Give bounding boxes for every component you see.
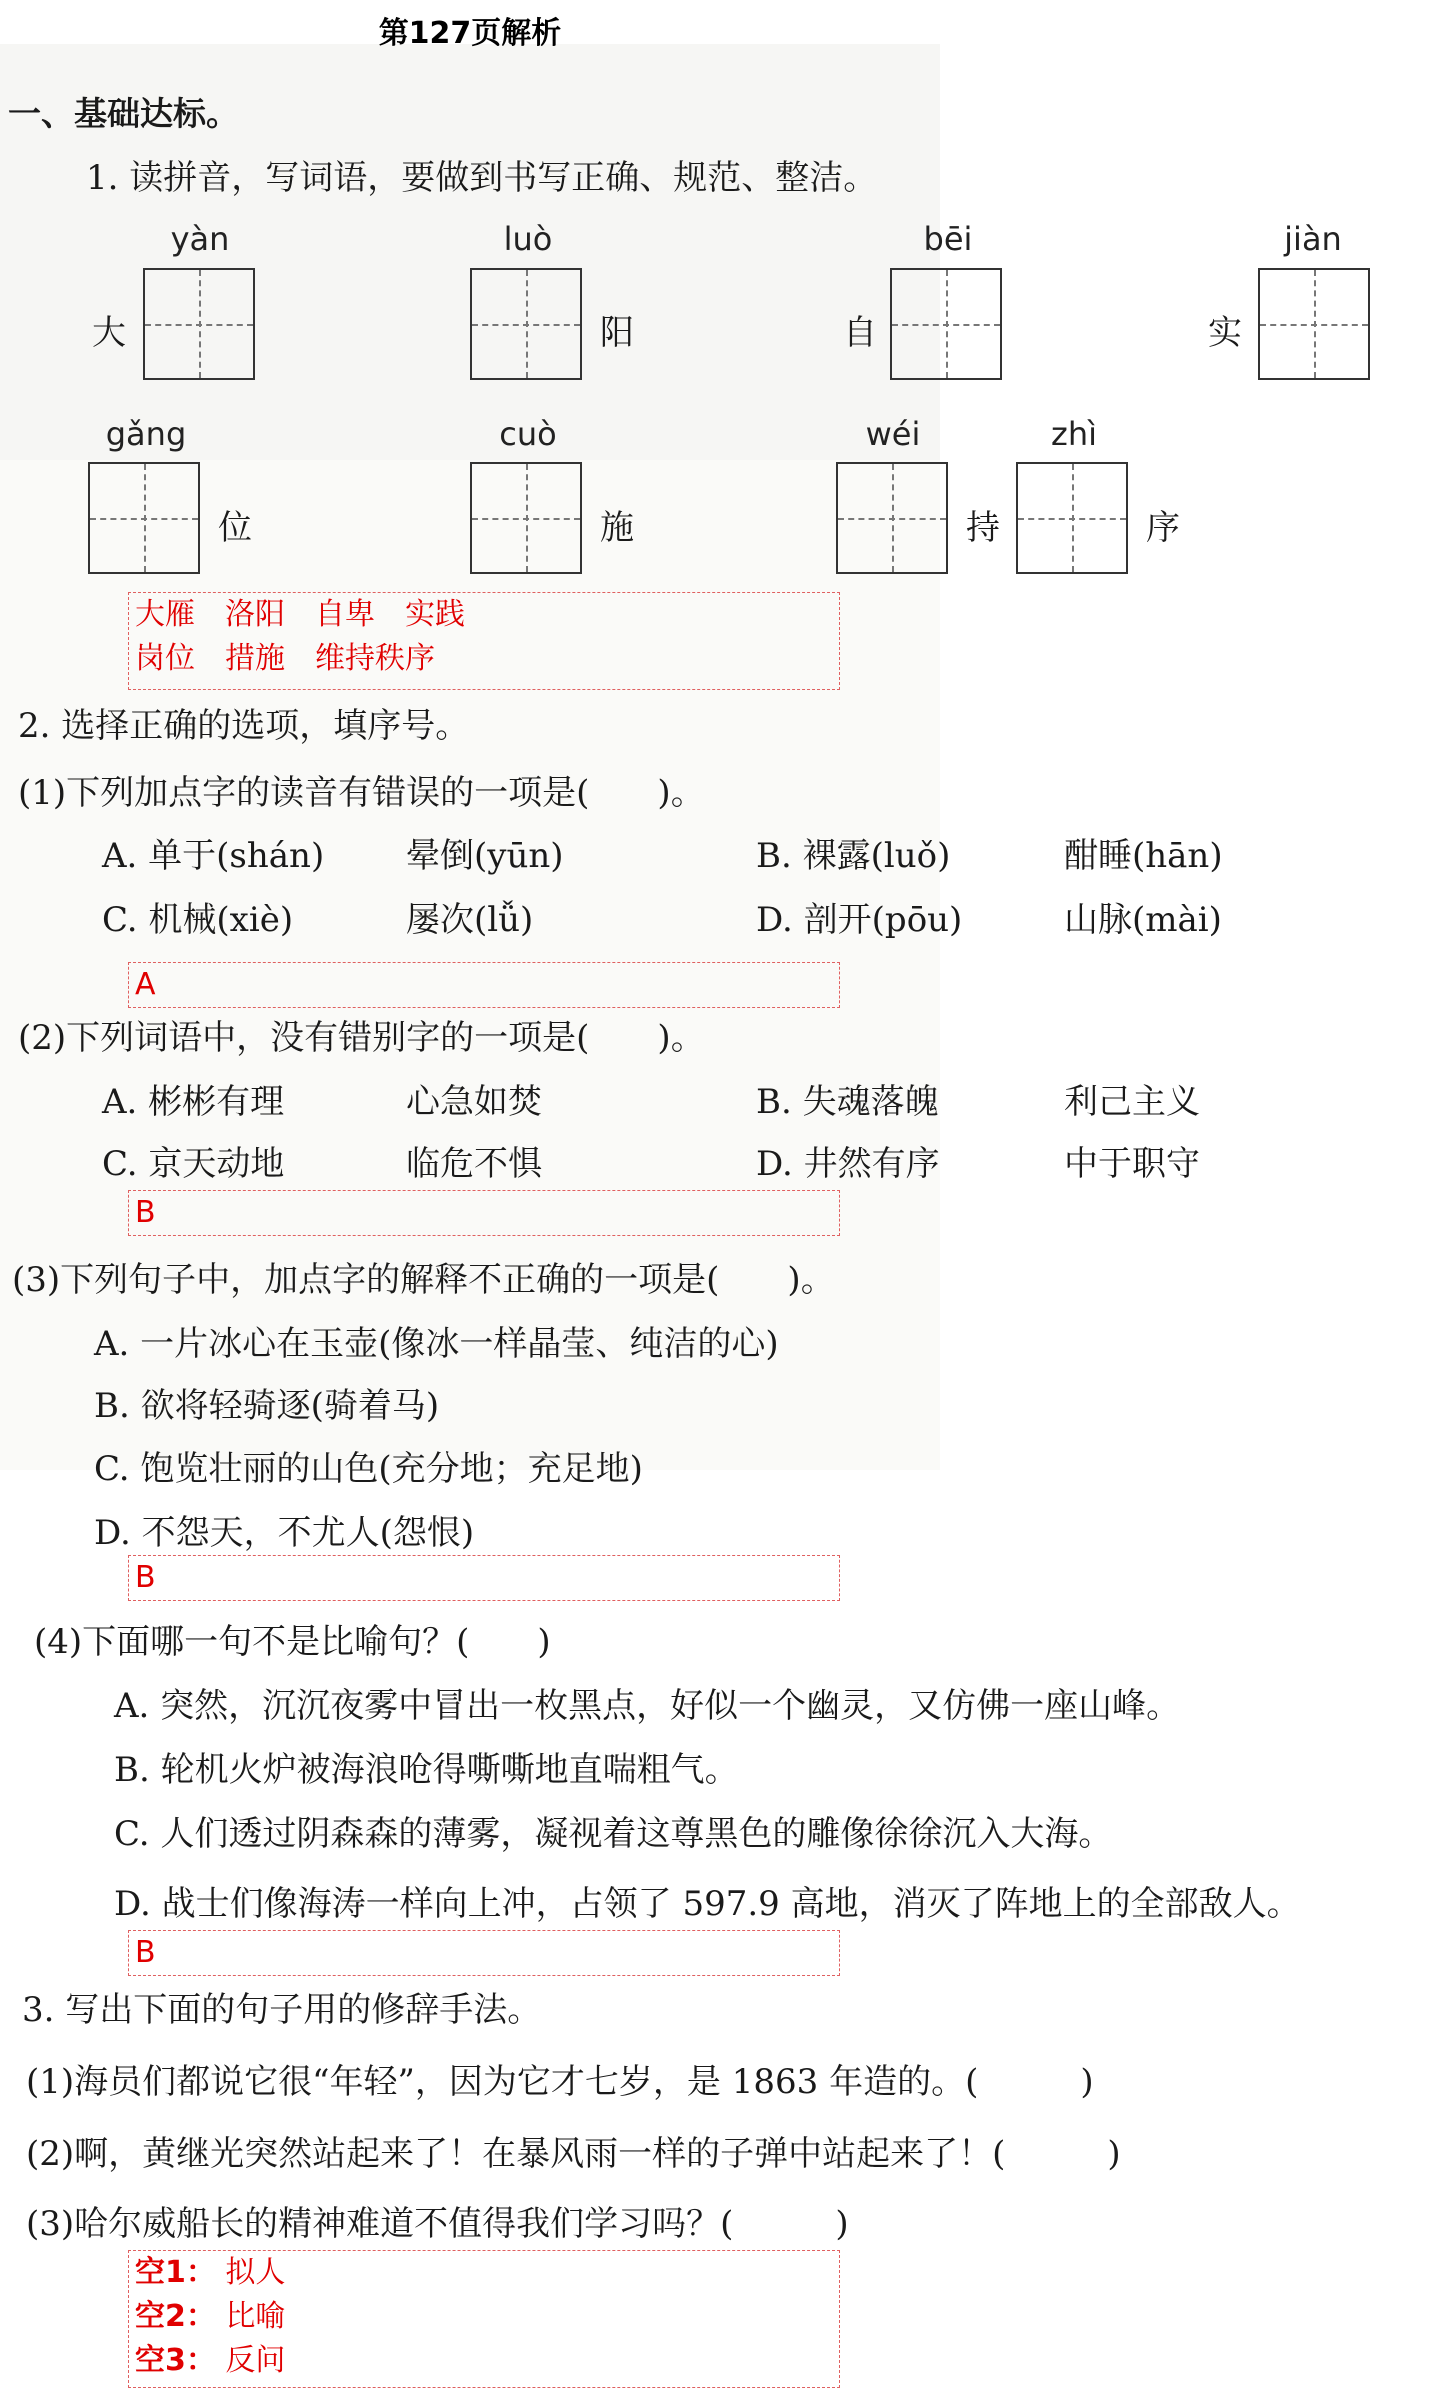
answer-q2-2: B — [135, 1195, 156, 1230]
q2-p3-stem: (3)下列句子中，加点字的解释不正确的一项是( )。 — [12, 1260, 835, 1300]
q2-p1-stem: (1)下列加点字的读音有错误的一项是( )。 — [18, 773, 705, 813]
section-heading: 一、基础达标。 — [8, 94, 239, 133]
answer-q2-1: A — [135, 967, 156, 1002]
q2-p3-C: C. 饱览壮丽的山色(充分地；充足地) — [94, 1449, 643, 1489]
q3-s1: (1)海员们都说它很“年轻”，因为它才七岁，是 1863 年造的。( ) — [26, 2062, 1094, 2102]
char-zi: 自 — [843, 313, 877, 353]
char-wei: 位 — [218, 508, 252, 548]
q2-p1-C2: 屡次(lǚ) — [406, 900, 534, 940]
q2-p2-stem: (2)下列词语中，没有错别字的一项是( )。 — [18, 1018, 705, 1058]
q2-p4-stem: (4)下面哪一句不是比喻句？( ) — [34, 1622, 551, 1662]
q2-p1-B1: B. 裸露(luǒ) — [756, 836, 951, 876]
q2-p2-D2: 中于职守 — [1064, 1144, 1200, 1184]
writing-box-cuo[interactable] — [470, 462, 582, 574]
answer-line-2: 岗位 措施 维持秩序 — [135, 641, 435, 676]
q2-p4-B: B. 轮机火炉被海浪呛得嘶嘶地直喘粗气。 — [114, 1750, 739, 1790]
writing-box-bei[interactable] — [890, 268, 1002, 380]
writing-box-luo[interactable] — [470, 268, 582, 380]
answer-q3-2 — [135, 2295, 839, 2339]
q2-p1-D1: D. 剖开(pōu) — [756, 900, 963, 940]
pinyin-cuo: cuò — [499, 415, 557, 453]
char-da: 大 — [92, 313, 126, 353]
q2-p2-A1: A. 彬彬有理 — [102, 1082, 285, 1122]
writing-box-gang[interactable] — [88, 462, 200, 574]
pinyin-weiw: wéi — [865, 415, 921, 453]
q1-prompt: 1. 读拼音，写词语，要做到书写正确、规范、整洁。 — [86, 158, 878, 198]
char-shi2: 施 — [600, 508, 634, 548]
answer-label-3: 空3： — [135, 2343, 216, 2378]
q3-s3: (3)哈尔威船长的精神难道不值得我们学习吗？( ) — [26, 2204, 849, 2244]
answer-value-2: 比喻 — [225, 2299, 286, 2334]
answer-value-3: 反问 — [225, 2343, 286, 2378]
writing-box-yan[interactable] — [143, 268, 255, 380]
answer-box-q2-3 — [128, 1555, 840, 1601]
pinyin-yan: yàn — [170, 220, 230, 258]
q2-p1-A2: 晕倒(yūn) — [406, 836, 564, 876]
q2-prompt: 2. 选择正确的选项，填序号。 — [18, 706, 470, 746]
q2-p4-D: D. 战士们像海涛一样向上冲，占领了 597.9 高地，消灭了阵地上的全部敌人。 — [114, 1884, 1301, 1924]
answer-box-q3 — [128, 2250, 840, 2388]
answer-label-1: 空1： — [135, 2255, 216, 2290]
pinyin-gang: gǎng — [105, 415, 187, 453]
answer-q2-4: B — [135, 1935, 156, 1970]
q3-prompt: 3. 写出下面的句子用的修辞手法。 — [22, 1990, 542, 2030]
q2-p2-A2: 心急如焚 — [406, 1082, 542, 1122]
q2-p1-C1: C. 机械(xiè) — [102, 900, 294, 940]
q2-p2-C2: 临危不惧 — [406, 1144, 542, 1184]
writing-box-weiw[interactable] — [836, 462, 948, 574]
q2-p2-D1: D. 井然有序 — [756, 1144, 940, 1184]
q2-p1-A1: A. 单于(shán) — [102, 836, 325, 876]
char-shi: 实 — [1208, 313, 1242, 353]
answer-q3-1 — [135, 2251, 839, 2295]
q2-p4-C: C. 人们透过阴森森的薄雾，凝视着这尊黑色的雕像徐徐沉入大海。 — [114, 1814, 1113, 1854]
q2-p3-D: D. 不怨天，不尤人(怨恨) — [94, 1513, 475, 1553]
char-chi: 持 — [966, 508, 1000, 548]
q2-p2-C1: C. 京天动地 — [102, 1144, 285, 1184]
q3-s2: (2)啊，黄继光突然站起来了！在暴风雨一样的子弹中站起来了！( ) — [26, 2134, 1121, 2174]
q2-p1-D2: 山脉(mài) — [1064, 900, 1222, 940]
writing-box-zhi[interactable] — [1016, 462, 1128, 574]
pinyin-jian: jiàn — [1284, 220, 1342, 258]
q2-p1-B2: 酣睡(hān) — [1064, 836, 1223, 876]
pinyin-zhi: zhì — [1051, 415, 1097, 453]
answer-line-1: 大雁 洛阳 自卑 实践 — [135, 597, 465, 632]
pinyin-luo: luò — [503, 220, 553, 258]
answer-box-q1 — [128, 592, 840, 690]
q2-p3-A: A. 一片冰心在玉壶(像冰一样晶莹、纯洁的心) — [94, 1324, 779, 1364]
answer-box-q2-4 — [128, 1930, 840, 1976]
char-yang: 阳 — [600, 313, 634, 353]
q2-p2-B2: 利己主义 — [1064, 1082, 1200, 1122]
answer-q2-3: B — [135, 1560, 156, 1595]
answer-box-q2-2 — [128, 1190, 840, 1236]
answer-value-1: 拟人 — [225, 2255, 286, 2290]
q2-p2-B1: B. 失魂落魄 — [756, 1082, 939, 1122]
answer-q3-3 — [135, 2339, 839, 2383]
page-title: 第127页解析 — [378, 16, 562, 51]
char-xu: 序 — [1146, 508, 1180, 548]
q2-p3-B: B. 欲将轻骑逐(骑着马) — [94, 1386, 440, 1426]
pinyin-bei: bēi — [923, 220, 973, 258]
q2-p4-A: A. 突然，沉沉夜雾中冒出一枚黑点，好似一个幽灵，又仿佛一座山峰。 — [114, 1686, 1181, 1726]
writing-box-jian[interactable] — [1258, 268, 1370, 380]
answer-box-q2-1 — [128, 962, 840, 1008]
answer-label-2: 空2： — [135, 2299, 216, 2334]
